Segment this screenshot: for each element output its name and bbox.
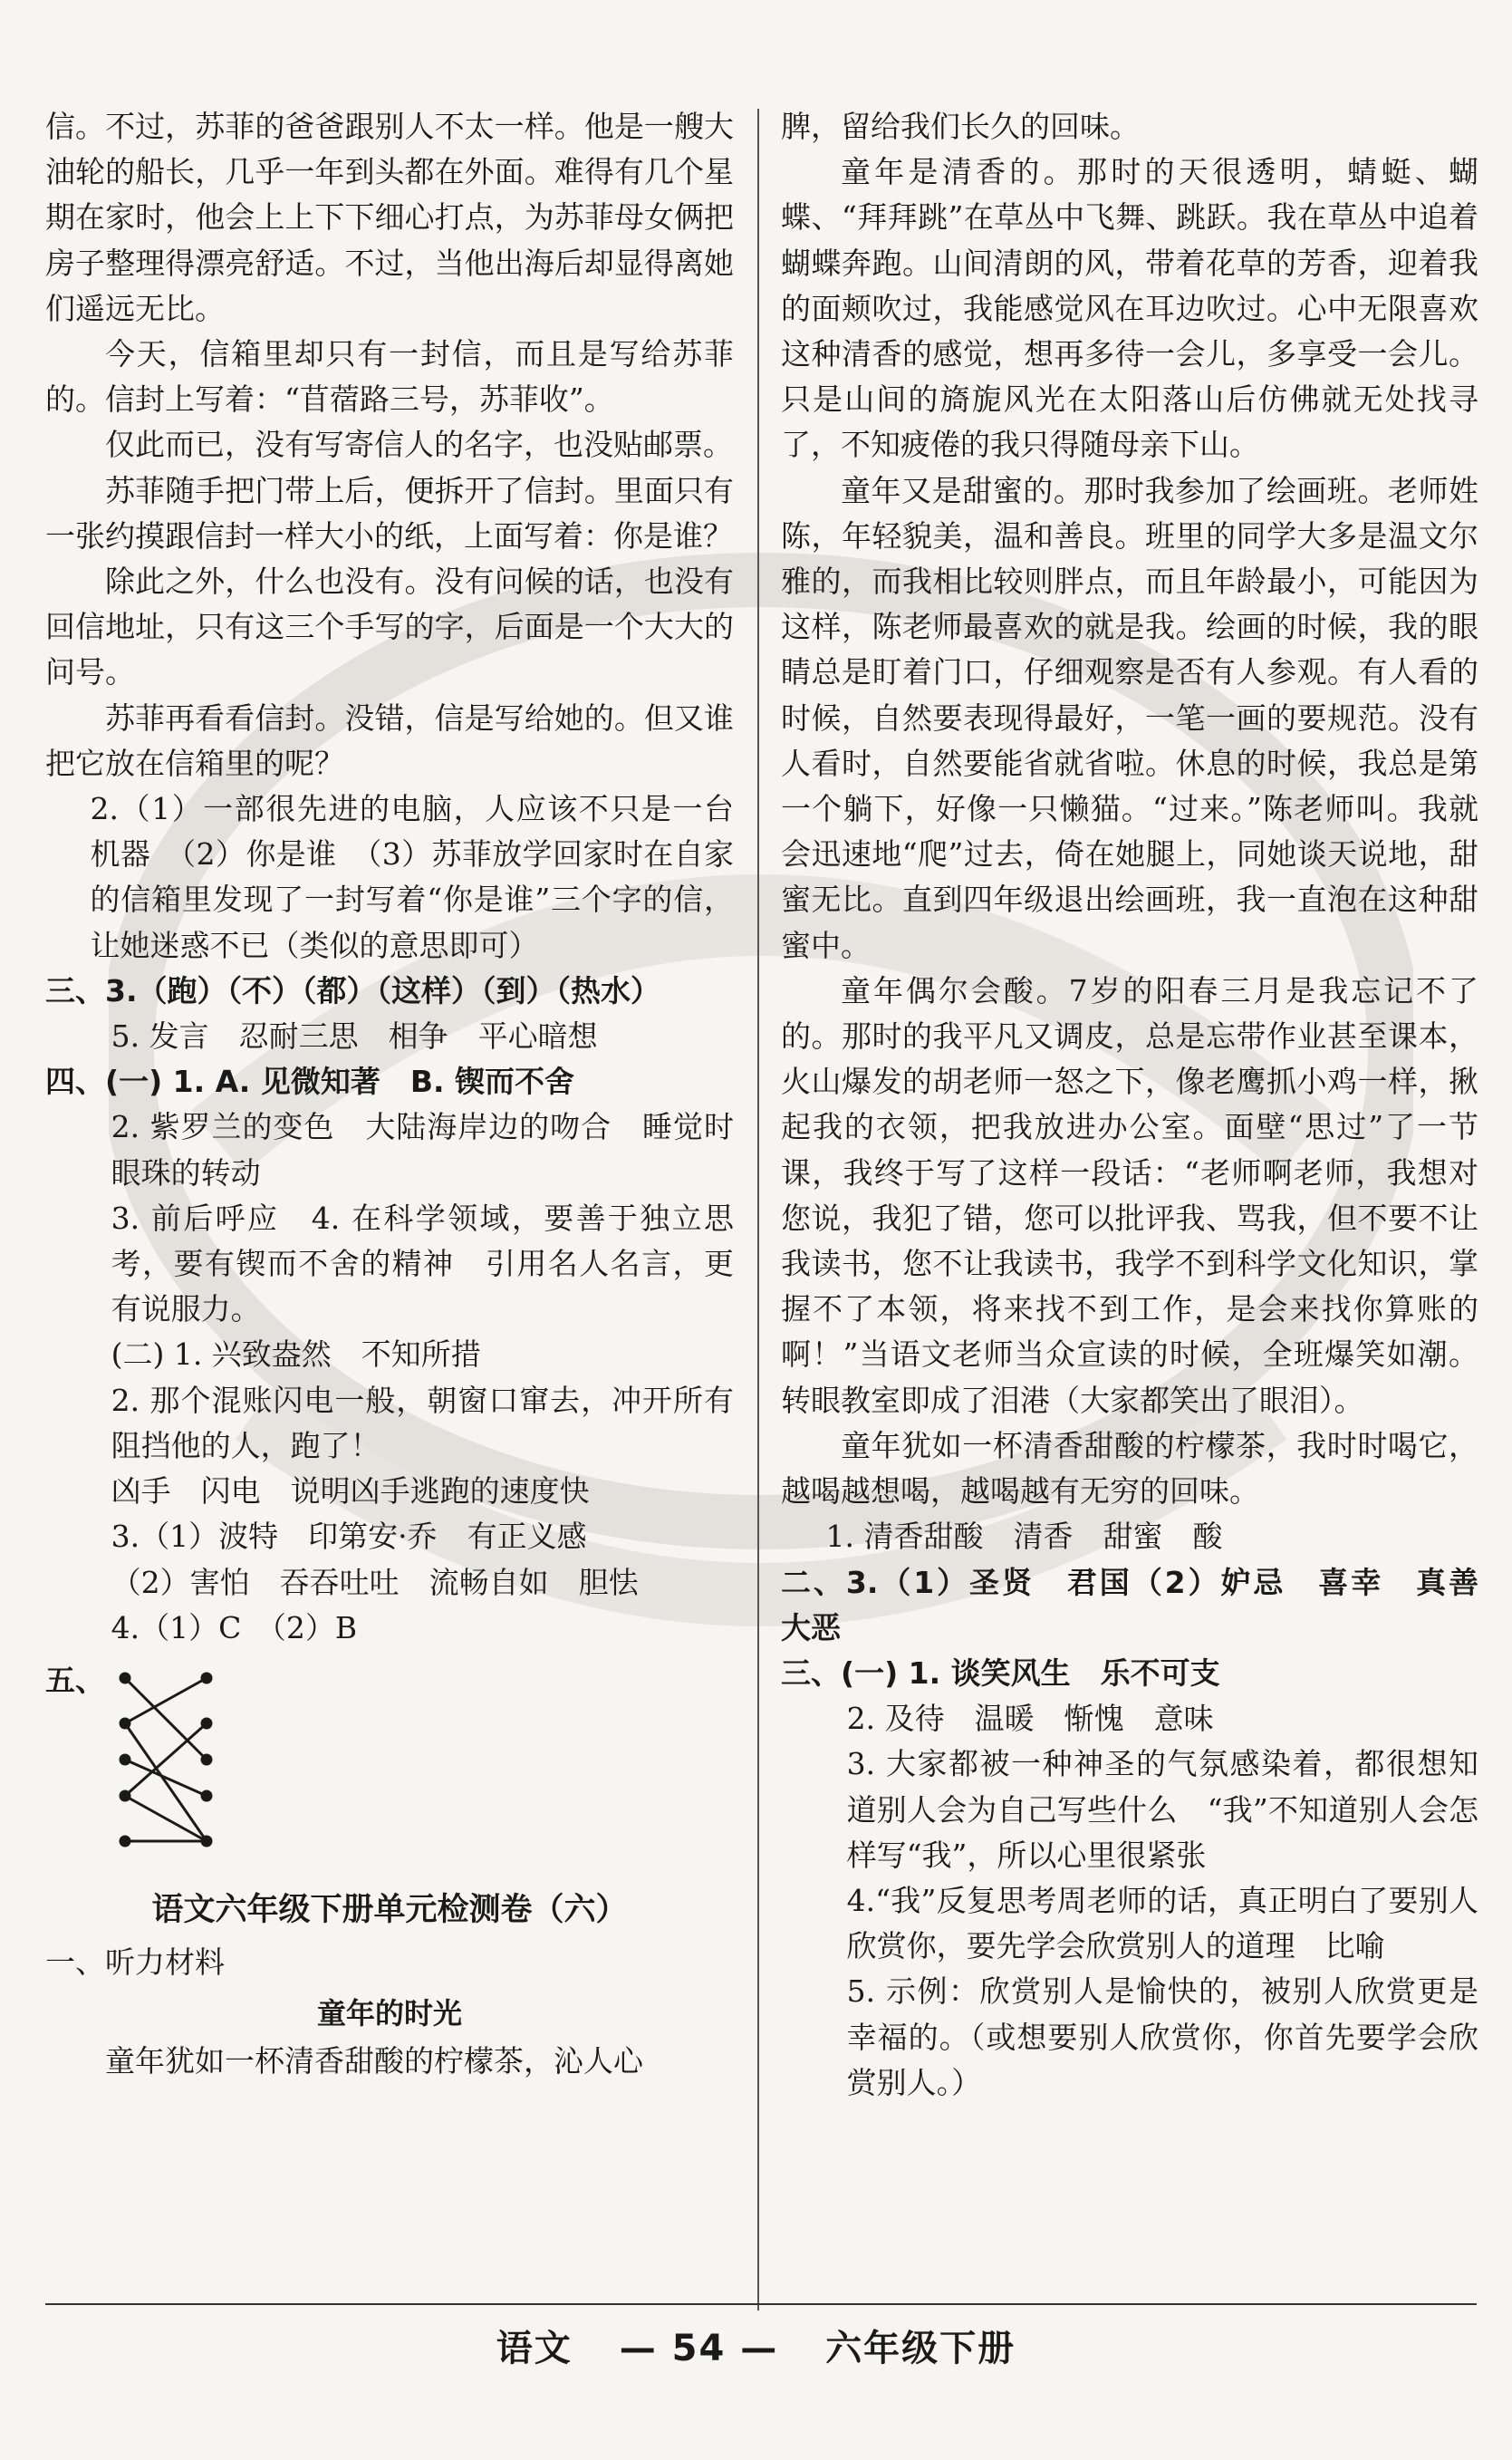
paragraph: 童年偶尔会酸。7岁的阳春三月是我忘记不了的。那时的我平凡又调皮，总是忘带作业甚至课本，火山爆发的胡老师一怒之下，像老鹰抓小鸡一样，揪起我的衣领，把我放进办公室。面壁“思过”了一节课，我终于写了这样一段话：“老师啊老师，我想对您说，我犯了错，您可以批评我、骂我，但不要不让我读书，您不让我读书，我学不到科学文化知识，掌握不了本领，将来找不到工作，是会来找你算账的啊！”当语文老师当众宣读的时候，全班爆笑如潮。转眼教室即成了泪港（大家都笑出了眼泪）。 (781, 972, 1478, 1418)
paragraph: 除此之外，什么也没有。没有问候的话，也没有回信地址，只有这三个手写的字，后面是一个大大的问号。 (45, 564, 734, 690)
section-4-part2-answer-2: 2. 那个混账闪电一般，朝窗口窜去，冲开所有阻挡他的人，跑了！ (111, 1382, 734, 1463)
story-title: 童年的时光 (316, 1996, 462, 2031)
paragraph: 童年是清香的。那时的天很透明，蜻蜓、蝴蝶、“拜拜跳”在草丛中飞舞、跳跃。我在草丛中追着蝴蝶奔跑。山间清朗的风，带着花草的芳香，迎着我的面颊吹过，我能感觉风在耳边吹过。心中无限喜欢这种清香的感觉，想再多待一会儿，多享受一会儿。只是山间的旖旎风光在太阳落山后仿佛就无处找寻了，不知疲倦的我只得随母亲下山。 (781, 154, 1478, 463)
section-3-answer-4: 4.“我”反复思考周老师的话，真正明白了要别人欣赏你，要先学会欣赏别人的道理 比喻 (846, 1882, 1478, 1964)
section-4-answer-2: 2. 紫罗兰的变色 大陆海岸边的吻合 睡觉时眼珠的转动 (111, 1109, 734, 1191)
section-3-answer: 三、3.（跑）（不）（都）（这样）（到）（热水） (45, 972, 660, 1008)
matching-lines-diagram (116, 1669, 216, 1850)
paragraph: 童年又是甜蜜的。那时我参加了绘画班。老师姓陈，年轻貌美，温和善良。班里的同学大多是温文尔雅的，而我相比较则胖点，而且年龄最小，可能因为这样，陈老师最喜欢的就是我。绘画的时候，我的眼睛总是盯着门口，仔细观察是否有人参观。有人看的时候，自然要表现得最好，一笔一画的要规范。没有人看时，自然要能省就省啦。休息的时候，我总是第一个躺下，好像一只懒猫。“过来。”陈老师叫。我就会迅速地“爬”过去，倚在她腿上，同她谈天说地，甜蜜无比。直到四年级退出绘画班，我一直泡在这种甜蜜中。 (781, 472, 1478, 963)
footer-subject: 语文 (496, 2328, 573, 2369)
section-4-part2-answer-3b: （2）害怕 吞吞吐吐 流畅自如 胆怯 (111, 1564, 639, 1600)
section-5 (45, 1658, 734, 1862)
section-4-answer-1: 四、(一) 1. A. 见微知著 B. 锲而不舍 (45, 1064, 574, 1100)
column-divider (757, 109, 759, 2310)
paragraph: 今天，信箱里却只有一封信，而且是写给苏菲的。信封上写着：“苜蓿路三号，苏菲收”。 (45, 336, 734, 418)
section-3-answer-1: 三、(一) 1. 谈笑风生 乐不可支 (781, 1654, 1220, 1691)
answer-2: 2.（1）一部很先进的电脑，人应该不只是一台机器 （2）你是谁 （3）苏菲放学回家时在自家的信箱里发现了一封写着“你是谁”三个字的信，让她迷惑不已（类似的意思即可） (90, 791, 734, 963)
footer-grade: 六年级下册 (825, 2328, 1016, 2369)
paragraph: 苏菲再看看信封。没错，信是写给她的。但又谁把它放在信箱里的呢？ (45, 699, 734, 781)
section-1-label: 一、听力材料 (45, 1944, 225, 1981)
paragraph: 信。不过，苏菲的爸爸跟别人不太一样。他是一艘大油轮的船长，几乎一年到头都在外面。难得有几个星期在家时，他会上上下下细心打点，为苏菲母女俩把房子整理得漂亮舒适。不过，当他出海后却显得离她们遥远无比。 (45, 109, 734, 326)
section-3-answer-5: 5. 示例：欣赏别人是愉快的，被别人欣赏更是幸福的。（或想要别人欣赏你，你首先要学会欣赏别人。） (846, 1973, 1478, 2100)
right-column (781, 104, 1508, 2106)
section-4-part2-answer-1: (二) 1. 兴致盎然 不知所措 (111, 1336, 481, 1373)
footer-rule (45, 2303, 1477, 2305)
section-4-part2-answer-3: 3.（1）波特 印第安·乔 有正义感 (111, 1519, 587, 1555)
section-3-answer-3: 3. 大家都被一种神圣的气氛感染着，都很想知道别人会为自己写些什么 “我”不知道别人会怎样写“我”，所以心里很紧张 (846, 1746, 1478, 1873)
paragraph: 仅此而已，没有写寄信人的名字，也没贴邮票。 (105, 427, 733, 463)
paragraph: 童年犹如一杯清香甜酸的柠檬茶，我时时喝它，越喝越想喝，越喝越有无穷的回味。 (781, 1427, 1478, 1510)
story-first-line: 童年犹如一杯清香甜酸的柠檬茶，沁人心 (105, 2042, 643, 2079)
page-number: — 54 — (619, 2328, 779, 2369)
section-3-answer-2: 2. 及待 温暖 惭愧 意味 (846, 1701, 1214, 1737)
section-4-part2-answer-4: 4.（1）C （2）B (111, 1609, 358, 1645)
section-3-answer-5: 5. 发言 忍耐三思 相争 平心暗想 (111, 1018, 598, 1055)
answer-1: 1. 清香甜酸 清香 甜蜜 酸 (825, 1519, 1223, 1555)
page-footer (0, 2320, 1512, 2371)
section-4-part2-answer-2b: 凶手 闪电 说明凶手逃跑的速度快 (111, 1473, 590, 1510)
left-column (45, 104, 734, 2084)
paragraph: 脾，留给我们长久的回味。 (781, 109, 1140, 144)
section-4-answer-3: 3. 前后呼应 4. 在科学领域，要善于独立思考，要有锲而不舍的精神 引用名人名言，更有说服力。 (111, 1200, 734, 1327)
paragraph: 苏菲随手把门带上后，便拆开了信封。里面只有一张约摸跟信封一样大小的纸，上面写着：你是谁？ (45, 472, 734, 554)
section-2-answer: 二、3.（1）圣贤 君国（2）妒忌 喜幸 真善 大恶 (781, 1564, 1508, 1645)
unit-title: 语文六年级下册单元检测卷（六） (151, 1891, 628, 1928)
section-5-label: 五、 (45, 1662, 105, 1698)
